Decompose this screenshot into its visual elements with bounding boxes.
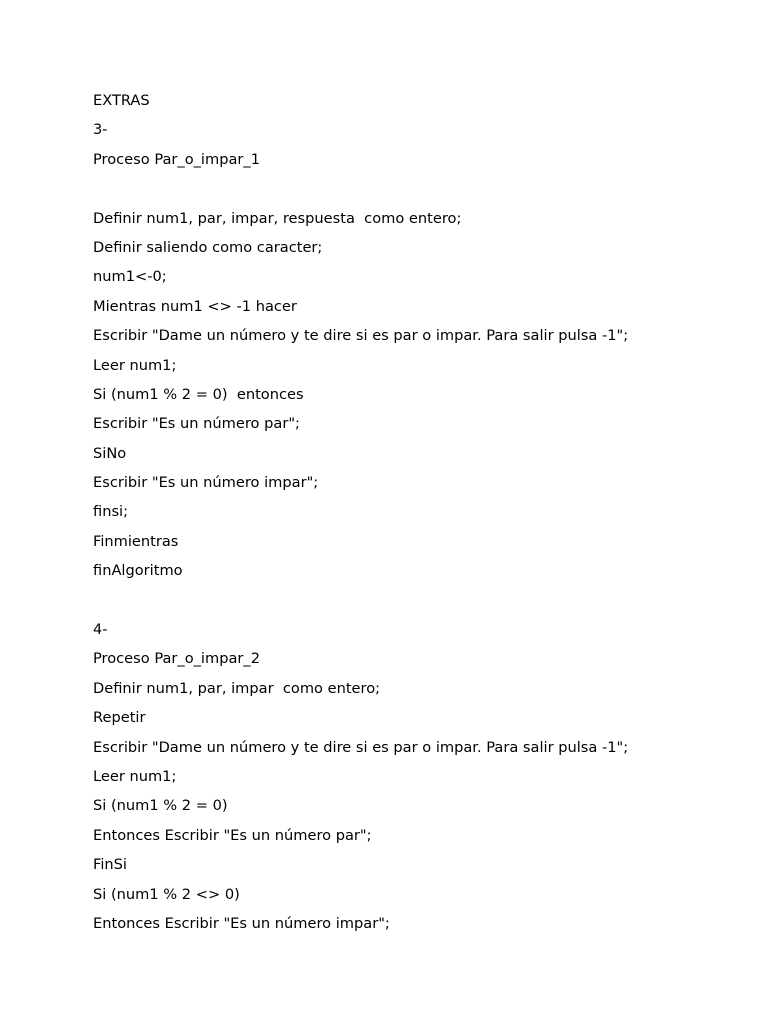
code-line: finAlgoritmo	[93, 562, 183, 580]
code-line: FinSi	[93, 856, 127, 874]
code-line: Escribir "Dame un número y te dire si es par o impar. Para salir pulsa -1";	[93, 327, 629, 345]
exercise-number-3: 3-	[93, 121, 108, 139]
code-line: Leer num1;	[93, 356, 177, 374]
code-line: Si (num1 % 2 <> 0)	[93, 885, 240, 903]
blank-line	[93, 174, 733, 203]
code-line: Proceso Par_o_impar_1	[93, 150, 260, 168]
code-line: Definir saliendo como caracter;	[93, 238, 323, 256]
code-line: Escribir "Dame un número y te dire si es par o impar. Para salir pulsa -1";	[93, 738, 629, 756]
code-line: Si (num1 % 2 = 0)	[93, 797, 228, 815]
exercise-number-4: 4-	[93, 621, 108, 639]
code-line: Entonces Escribir "Es un número impar";	[93, 914, 390, 932]
code-line: SiNo	[93, 444, 127, 462]
code-line: Si (num1 % 2 = 0) entonces	[93, 385, 304, 403]
code-line: finsi;	[93, 503, 129, 521]
code-line: Definir num1, par, impar, respuesta como entero;	[93, 209, 462, 227]
code-line: Repetir	[93, 709, 146, 727]
blank-line	[93, 586, 733, 615]
code-line: Entonces Escribir "Es un número par";	[93, 826, 372, 844]
code-line: Proceso Par_o_impar_2	[93, 650, 260, 668]
code-line: Leer num1;	[93, 767, 177, 785]
code-line: Mientras num1 <> -1 hacer	[93, 297, 297, 315]
heading-extras: EXTRAS	[93, 92, 150, 109]
code-line: Definir num1, par, impar como entero;	[93, 679, 381, 697]
document-body	[93, 86, 733, 938]
code-line: Finmientras	[93, 532, 179, 550]
code-line: num1<-0;	[93, 268, 167, 286]
code-line: Escribir "Es un número par";	[93, 415, 300, 433]
code-line: Escribir "Es un número impar";	[93, 474, 319, 492]
